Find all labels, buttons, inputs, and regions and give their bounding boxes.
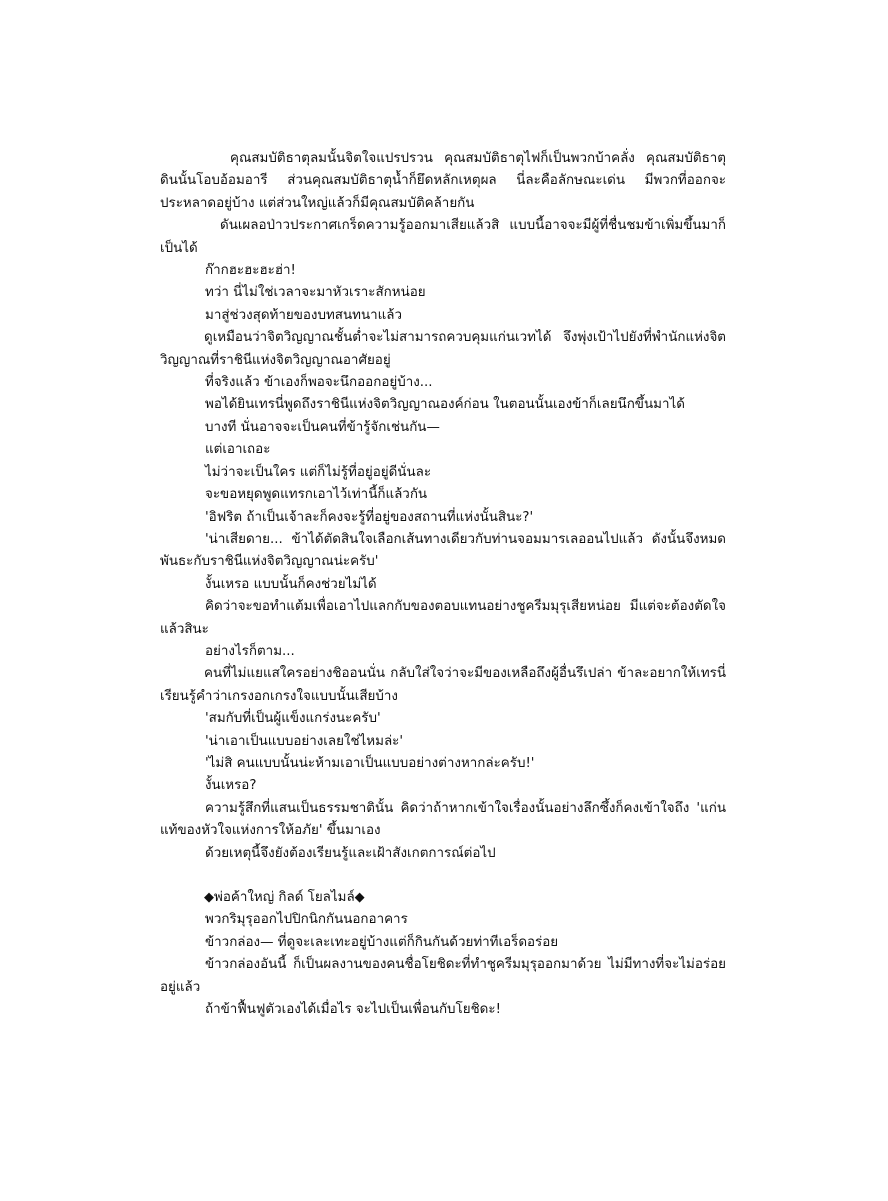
paragraph: 'สมกับที่เป็นผู้แข็งแกร่งนะครับ' <box>205 711 381 727</box>
paragraph: คนที่ไม่แยแสใครอย่างชิออนนั่น กลับใส่ใจว่าจะมีของเหลือถึงผู้อื่นรึเปล่า ข้าละอยากให้เทรนี่เรียนรู้คำว่าเกรงอกเกรงใจแบบนั้นเสียบ้าง <box>160 666 726 704</box>
paragraph: พอได้ยินเทรนี่พูดถึงราชินีแห่งจิตวิญญาณองค์ก่อน ในตอนนั้นเองข้าก็เลยนึกขึ้นมาได้ <box>205 397 685 413</box>
paragraph: ก๊ากฮะฮะฮะฮ่า! <box>205 263 296 279</box>
paragraph: อย่างไรก็ตาม... <box>205 643 295 659</box>
paragraph: ความรู้สึกที่แสนเป็นธรรมชาตินั้น คิดว่าถ้าหากเข้าใจเรื่องนั้นอย่างลึกซึ้งก็คงเข้าใจถึง 'แก่นแท้ของหัวใจแห่งการให้อภัย' ขึ้นมาเอง <box>160 800 726 839</box>
paragraph: 'อิฟริต ถ้าเป็นเจ้าละก็คงจะรู้ที่อยู่ของสถานที่แห่งนั้นสินะ?' <box>205 509 534 525</box>
section-heading <box>160 887 726 909</box>
paragraph: คิดว่าจะขอทำแต้มเพื่อเอาไปแลกกับของตอบแทนอย่างชูครีมมุรุเสียหน่อย มีแต่จะต้องตัดใจแล้วสินะ <box>160 599 726 637</box>
paragraph: งั้นเหรอ แบบนั้นก็คงช่วยไม่ได้ <box>205 576 377 592</box>
section-heading-text: พ่อค้าใหญ่ กิลด์ โยลไมล์ <box>214 890 355 905</box>
paragraph: ดันเผลอป่าวประกาศเกร็ดความรู้ออกมาเสียแล้วสิ แบบนี้อาจจะมีผู้ที่ชื่นชมข้าเพิ่มขึ้นมาก็เป็นได้ <box>160 218 726 256</box>
diamond-icon: ◆ <box>354 890 365 905</box>
text-section-1 <box>160 148 726 865</box>
paragraph: งั้นเหรอ? <box>205 778 257 794</box>
paragraph: ข้าวกล่อง— ที่ดูจะเละเทะอยู่บ้างแต่ก็กินกันด้วยท่าทีเอร็ดอร่อย <box>205 934 559 950</box>
paragraph: ที่จริงแล้ว ข้าเองก็พอจะนึกออกอยู่บ้าง... <box>205 375 433 391</box>
document-text-block <box>160 148 726 1021</box>
paragraph: จะขอหยุดพูดแทรกเอาไว้เท่านี้ก็แล้วกัน <box>205 487 428 503</box>
paragraph: ดูเหมือนว่าจิตวิญญาณชั้นต่ำจะไม่สามารถควบคุมแก่นเวทได้ จึงพุ่งเป้าไปยังที่พำนักแห่งจิตวิญญาณที่ราชินีแห่งจิตวิญญาณอาศัยอยู่ <box>160 330 726 368</box>
paragraph: แต่เอาเถอะ <box>205 442 271 458</box>
paragraph: ข้าวกล่องอันนี้ ก็เป็นผลงานของคนชื่อโยชิดะที่ทำชูครีมมุรุออกมาด้วย ไม่มีทางที่จะไม่อร่อยอยู่แล้ว <box>160 957 726 995</box>
paragraph: คุณสมบัติธาตุลมนั้นจิตใจแปรปรวน คุณสมบัติธาตุไฟก็เป็นพวกบ้าคลั่ง คุณสมบัติธาตุดินนั้นโอบอ้อมอารี ส่วนคุณสมบัติธาตุน้ำก็ยึดหลักเหตุผล นี่ละคือลักษณะเด่น มีพวกที่ออกจะประหลาดอยู่บ้าง แต่ส่วนใหญ่แล้วก็มีคุณสมบัติคล้ายกัน <box>160 151 726 211</box>
paragraph: ด้วยเหตุนี้จึงยังต้องเรียนรู้และเฝ้าสังเกตการณ์ต่อไป <box>205 845 496 861</box>
paragraph: ทว่า นี่ไม่ใช่เวลาจะมาหัวเราะสักหน่อย <box>205 285 426 301</box>
paragraph: ไม่ว่าจะเป็นใคร แต่ก็ไม่รู้ที่อยู่อยู่ดีนั่นละ <box>205 464 432 480</box>
diamond-icon: ◆ <box>204 890 214 905</box>
section-gap <box>160 865 726 887</box>
paragraph: พวกริมุรุออกไปปิกนิกกันนอกอาคาร <box>205 912 408 928</box>
paragraph: 'ไม่สิ คนแบบนั้นน่ะห้ามเอาเป็นแบบอย่างต่างหากล่ะครับ!' <box>205 755 535 771</box>
paragraph: ถ้าข้าฟื้นฟูตัวเองได้เมื่อไร จะไปเป็นเพื่อนกับโยชิดะ! <box>205 1002 501 1018</box>
text-section-2 <box>160 909 726 1021</box>
paragraph: 'น่าเอาเป็นแบบอย่างเลยใช่ไหมล่ะ' <box>205 733 404 749</box>
paragraph: บางที นั่นอาจจะเป็นคนที่ข้ารู้จักเช่นกัน— <box>205 419 440 435</box>
paragraph: มาสู่ช่วงสุดท้ายของบทสนทนาแล้ว <box>205 307 402 323</box>
paragraph: 'น่าเสียดาย... ข้าได้ตัดสินใจเลือกเส้นทางเดียวกับท่านจอมมารเลออนไปแล้ว ดังนั้นจึงหมดพันธะกับราชินีแห่งจิตวิญญาณน่ะครับ' <box>160 531 726 570</box>
